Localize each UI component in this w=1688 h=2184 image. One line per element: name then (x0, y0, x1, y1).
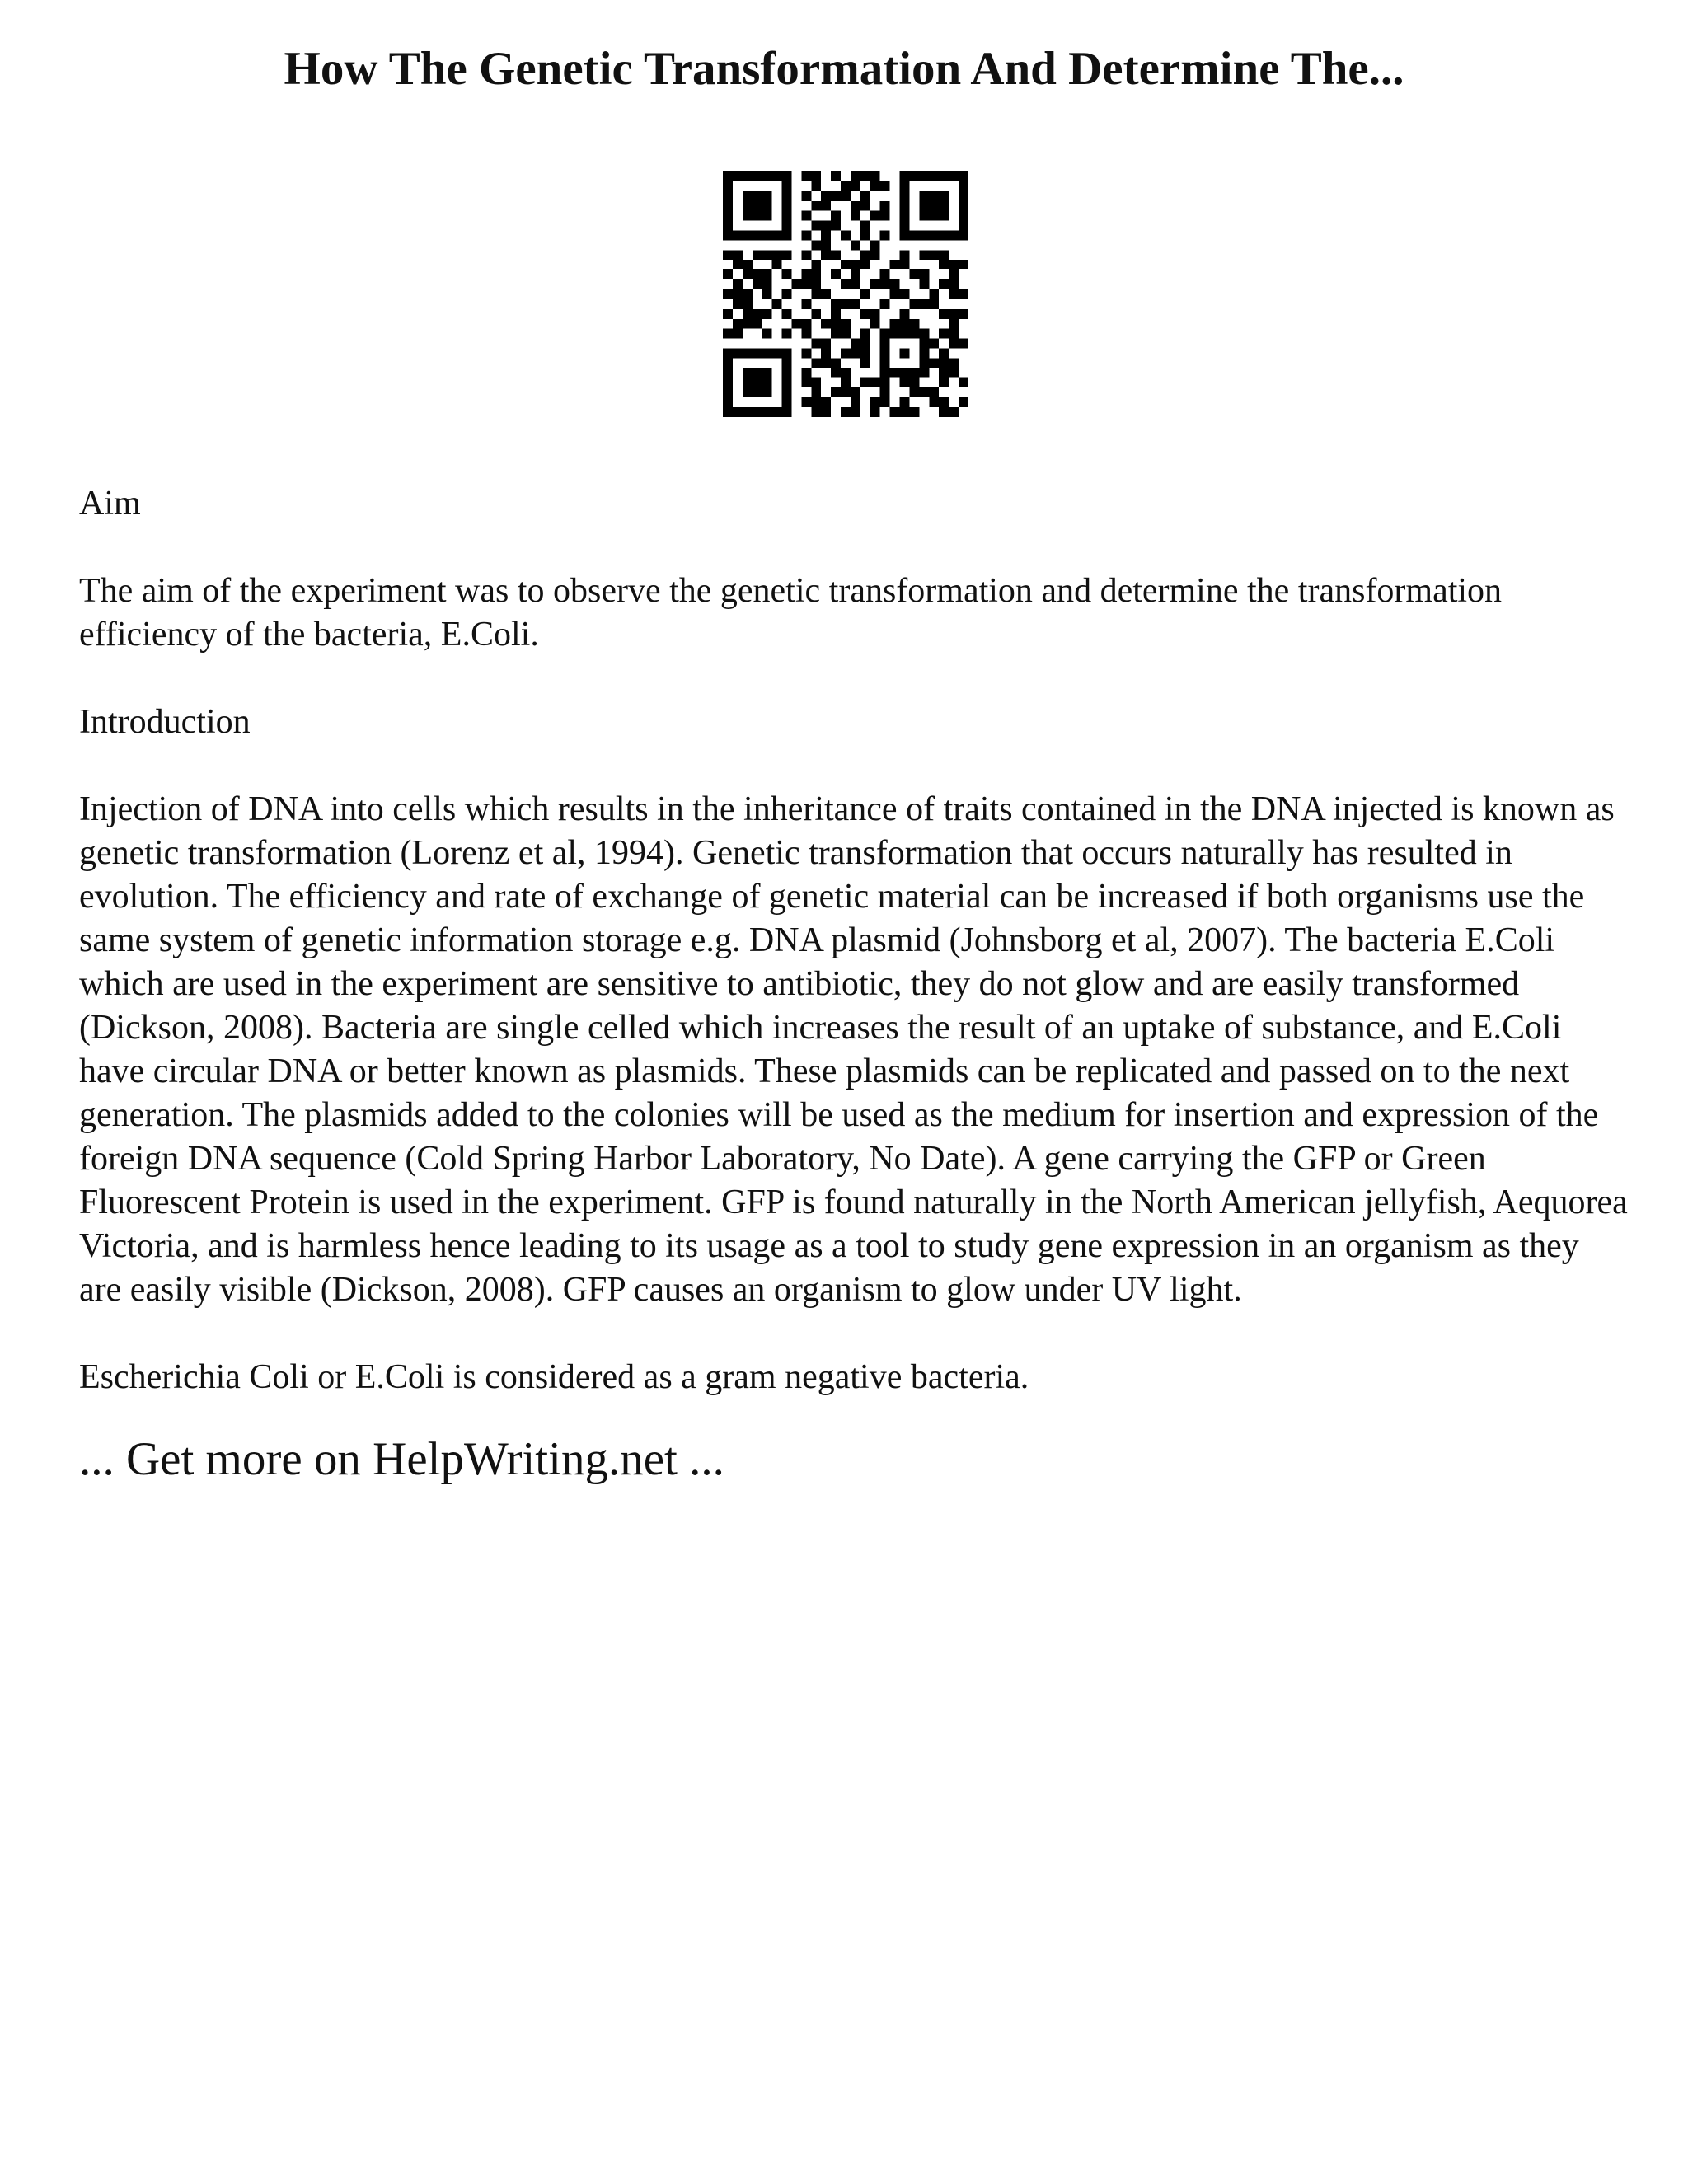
document-body (79, 482, 1629, 1532)
get-more-link[interactable]: ... Get more on HelpWriting.net ... (79, 1433, 724, 1485)
introduction-paragraph: Injection of DNA into cells which results in the inheritance of traits contained in the DNA injected is known as genetic transformation (Lorenz et al, 1994). Genetic transformation that occurs naturally has resulted in evolution. The efficiency and rate of exchange of genetic material can be increased if both organisms use the same system of genetic information storage e.g. DNA plasmid (Johnsborg et al, 2007). The bacteria E.Coli which are used in the experiment are sensitive to antibiotic, they do not glow and are easily transformed (Dickson, 2008). Bacteria are single celled which increases the result of an uptake of substance, and E.Coli have circular DNA or better known as plasmids. These plasmids can be replicated and passed on to the next generation. The plasmids added to the colonies will be used as the medium for insertion and expression of the foreign DNA sequence (Cold Spring Harbor Laboratory, No Date). A gene carrying the GFP or Green Fluorescent Protein is used in the experiment. GFP is found naturally in the North American jellyfish, Aequorea Victoria, and is harmless hence leading to its usage as a tool to study gene expression in an organism as they are easily visible (Dickson, 2008). GFP causes an organism to glow under UV light. (79, 790, 1628, 1309)
qr-code (723, 171, 968, 417)
ecoli-paragraph: Escherichia Coli or E.Coli is considered as a gram negative bacteria. (79, 1358, 1029, 1396)
aim-paragraph: The aim of the experiment was to observe the genetic transformation and determine the transformation efficiency of the bacteria, E.Coli. (79, 572, 1503, 654)
document-title: How The Genetic Transformation And Determine The... (284, 43, 1404, 95)
introduction-heading: Introduction (79, 703, 251, 741)
aim-heading: Aim (79, 485, 141, 523)
